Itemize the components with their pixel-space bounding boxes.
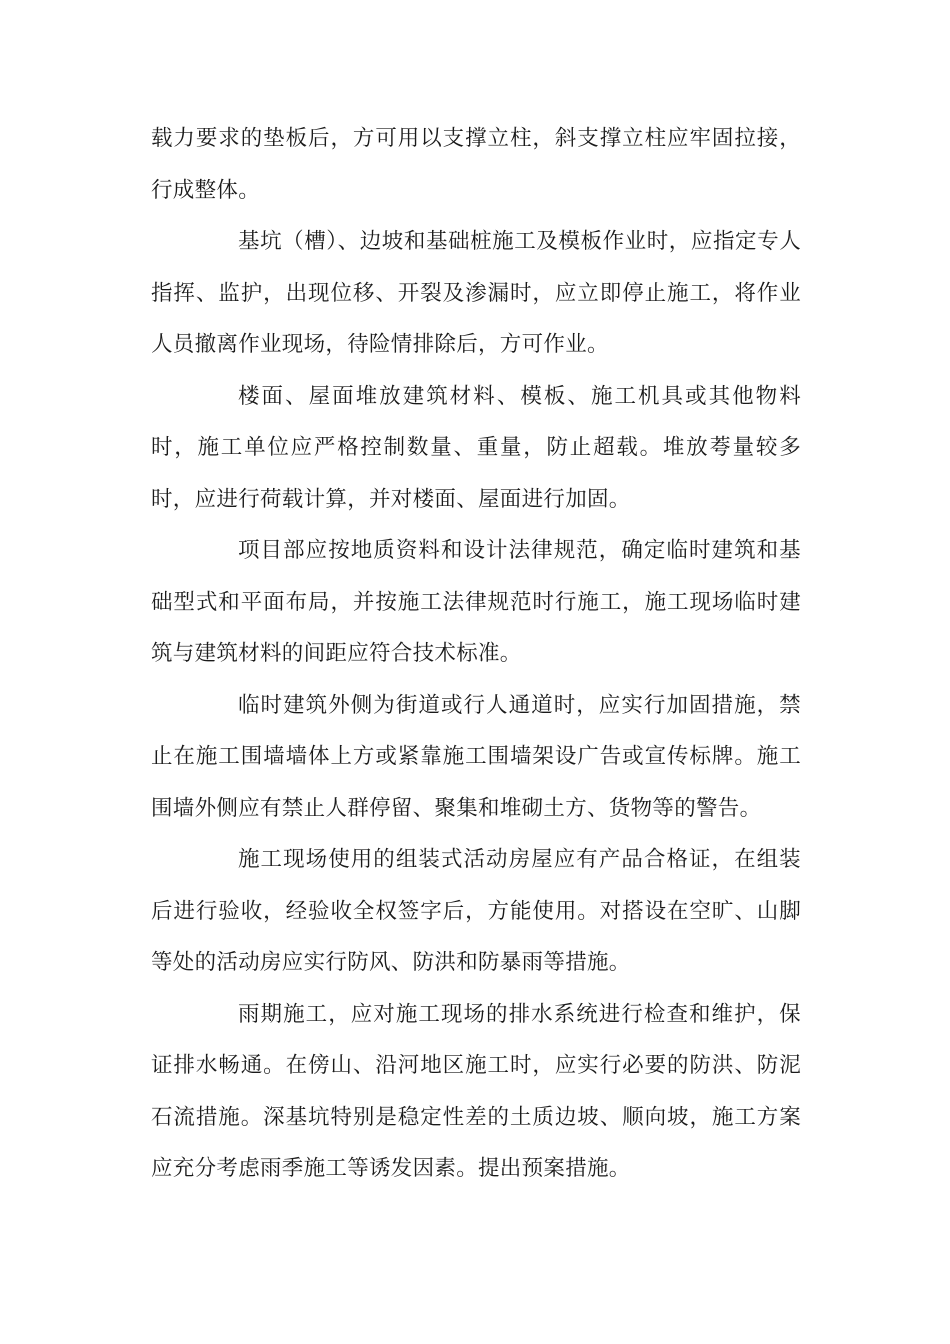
paragraph-7: 雨期施工，应对施工现场的排水系统进行检查和维护，保证排水畅通。在傍山、沿河地区施工时，应实行必要的防洪、防泥石流措施。深基坑特别是稳定性差的土质边坡、顺向坡，施工方案应充分考虑雨季施工等诱发因素。提出预案措施。 bbox=[151, 1001, 801, 1181]
paragraph-1: 载力要求的垫板后，方可用以支撑立柱，斜支撑立柱应牢固拉接，行成整体。 bbox=[151, 126, 801, 203]
paragraph-3: 楼面、屋面堆放建筑材料、模板、施工机具或其他物料时，施工单位应严格控制数量、重量，防止超载。堆放荂量较多时，应进行荷载计算，并对楼面、屋面进行加固。 bbox=[151, 383, 801, 512]
paragraph-4: 项目部应按地质资料和设计法律规范，确定临时建筑和基础型式和平面布局，并按施工法律规范时行施工，施工现场临时建筑与建筑材料的间距应符合技术标准。 bbox=[151, 538, 801, 666]
paragraph-5: 临时建筑外侧为街道或行人通道时，应实行加固措施，禁止在施工围墙墙体上方或紧靠施工围墙架设广告或宣传标牌。施工围墙外侧应有禁止人群停留、聚集和堆砌土方、货物等的警告。 bbox=[151, 692, 801, 821]
paragraph-2: 基坑（槽）、边坡和基础桩施工及模板作业时，应指定专人指挥、监护，出现位移、开裂及渗漏时，应立即停止施工，将作业人员撤离作业现场，待险情排除后，方可作业。 bbox=[151, 229, 801, 357]
document-body bbox=[151, 113, 801, 1195]
paragraph-6: 施工现场使用的组装式活动房屋应有产品合格证，在组装后进行验收，经验收全权签字后，方能使用。对搭设在空旷、山脚等处的活动房应实行防风、防洪和防暴雨等措施。 bbox=[151, 847, 801, 975]
